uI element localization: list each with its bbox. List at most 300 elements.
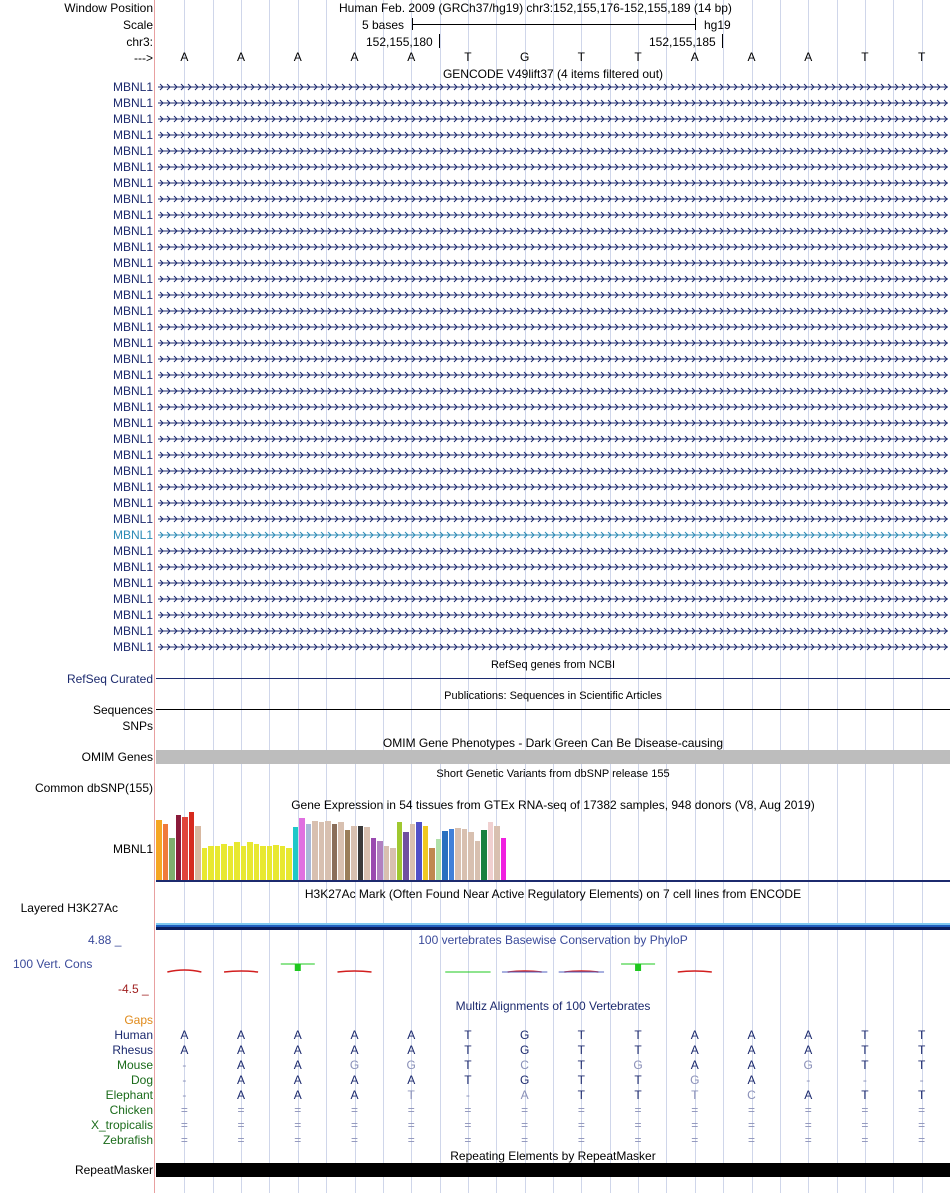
dbsnp-label[interactable]: Common dbSNP(155) (34, 781, 153, 795)
gencode-transcript[interactable] (158, 225, 948, 237)
gencode-transcript[interactable] (158, 401, 948, 413)
gtex-tissue-bar[interactable] (403, 832, 409, 880)
gtex-tissue-bar[interactable] (254, 844, 260, 880)
multiz-base: T (861, 1043, 869, 1057)
gencode-gene-label[interactable]: MBNL1 (112, 352, 153, 366)
gencode-gene-label[interactable]: MBNL1 (112, 128, 153, 142)
gtex-tissue-bar[interactable] (423, 826, 429, 880)
multiz-base: - (182, 1073, 187, 1087)
reference-base: T (917, 50, 926, 64)
gencode-transcript[interactable] (158, 641, 948, 653)
gencode-transcript[interactable] (158, 545, 948, 557)
multiz-base: A (690, 1028, 699, 1042)
gtex-tissue-bar[interactable] (182, 817, 188, 880)
gtex-bar-chart[interactable] (156, 810, 536, 880)
multiz-species-label[interactable]: Mouse (116, 1058, 153, 1072)
gtex-tissue-bar[interactable] (455, 828, 461, 880)
multiz-base: A (237, 1058, 246, 1072)
gencode-gene-label[interactable]: MBNL1 (112, 176, 153, 190)
multiz-base: - (862, 1073, 867, 1087)
gencode-gene-label[interactable]: MBNL1 (112, 416, 153, 430)
multiz-base: = (918, 1103, 926, 1117)
label-separator (154, 0, 155, 1193)
multiz-base: - (465, 1088, 470, 1102)
gencode-gene-label[interactable]: MBNL1 (112, 496, 153, 510)
multiz-base: = (350, 1118, 358, 1132)
repeatmasker-feature[interactable] (156, 1163, 950, 1177)
gencode-gene-label[interactable]: MBNL1 (112, 288, 153, 302)
coord-left: 152,155,180 (366, 35, 433, 49)
dbsnp-track-title[interactable]: Short Genetic Variants from dbSNP release 155 (436, 768, 670, 780)
gencode-gene-label[interactable]: MBNL1 (112, 112, 153, 126)
multiz-base: T (577, 1058, 586, 1072)
multiz-base: = (804, 1103, 812, 1117)
multiz-base: A (747, 1058, 756, 1072)
multiz-base: G (690, 1073, 700, 1087)
multiz-base: = (918, 1118, 926, 1132)
multiz-base: = (521, 1118, 529, 1132)
gencode-transcript[interactable] (158, 593, 948, 605)
reference-base: T (861, 50, 869, 64)
multiz-base: = (861, 1133, 869, 1147)
multiz-base: T (464, 1043, 472, 1057)
gtex-tissue-bar[interactable] (189, 812, 195, 880)
multiz-base: A (293, 1073, 302, 1087)
reference-base: T (577, 50, 586, 64)
gtex-tissue-bar[interactable] (163, 824, 169, 880)
gtex-tissue-bar[interactable] (286, 848, 292, 880)
reference-base: A (350, 50, 359, 64)
multiz-base: T (577, 1043, 586, 1057)
gencode-track-title[interactable]: GENCODE V49lift37 (4 items filtered out) (442, 67, 664, 81)
reference-base: A (293, 50, 302, 64)
gencode-transcript[interactable] (158, 529, 948, 541)
gtex-tissue-bar[interactable] (410, 824, 416, 880)
gtex-tissue-bar[interactable] (293, 827, 299, 880)
gencode-transcript[interactable] (158, 289, 948, 301)
gtex-tissue-bar[interactable] (377, 841, 383, 880)
gencode-gene-label[interactable]: MBNL1 (112, 96, 153, 110)
multiz-base: = (804, 1133, 812, 1147)
gencode-gene-label[interactable]: MBNL1 (112, 160, 153, 174)
multiz-base: A (293, 1088, 302, 1102)
gencode-gene-label[interactable]: MBNL1 (112, 320, 153, 334)
gencode-gene-label[interactable]: MBNL1 (112, 144, 153, 158)
gencode-gene-label[interactable]: MBNL1 (112, 224, 153, 238)
multiz-base: G (519, 1073, 530, 1087)
gencode-transcript[interactable] (158, 609, 948, 621)
multiz-base: G (519, 1028, 530, 1042)
gtex-track-title[interactable]: Gene Expression in 54 tissues from GTEx RNA-seq of 17382 samples, 948 donors (V8, Aug 2019) (291, 798, 815, 812)
gencode-gene-label[interactable]: MBNL1 (112, 640, 153, 654)
gencode-transcript[interactable] (158, 97, 948, 109)
multiz-base: = (407, 1133, 415, 1147)
multiz-base: = (861, 1103, 869, 1117)
multiz-base: - (182, 1088, 187, 1102)
gtex-tissue-bar[interactable] (176, 815, 182, 880)
gtex-tissue-bar[interactable] (215, 846, 221, 880)
multiz-base: = (464, 1103, 472, 1117)
multiz-species-label[interactable]: Chicken (109, 1103, 153, 1117)
gtex-tissue-bar[interactable] (468, 832, 474, 880)
gtex-tissue-bar[interactable] (228, 846, 234, 880)
reference-base: A (407, 50, 416, 64)
multiz-base: A (180, 1028, 189, 1042)
gencode-transcript[interactable] (158, 561, 948, 573)
multiz-base: A (237, 1028, 246, 1042)
reference-base: T (634, 50, 642, 64)
coord-left-tick (439, 34, 440, 48)
gtex-tissue-bar[interactable] (462, 829, 468, 880)
multiz-species-label[interactable]: Zebrafish (102, 1133, 153, 1147)
multiz-species-label[interactable]: Human (114, 1028, 153, 1042)
gencode-gene-label[interactable]: MBNL1 (112, 464, 153, 478)
gencode-transcript[interactable] (158, 129, 948, 141)
gencode-transcript[interactable] (158, 433, 948, 445)
multiz-base: - (182, 1058, 187, 1072)
multiz-base: T (634, 1088, 642, 1102)
multiz-base: T (634, 1028, 642, 1042)
multiz-base: T (917, 1058, 926, 1072)
multiz-base: A (804, 1028, 813, 1042)
gtex-tissue-bar[interactable] (169, 838, 175, 880)
multiz-base: T (464, 1073, 472, 1087)
gtex-tissue-bar[interactable] (195, 826, 201, 880)
multiz-base: T (634, 1073, 642, 1087)
gencode-gene-label[interactable]: MBNL1 (112, 448, 153, 462)
gtex-tissue-bar[interactable] (364, 827, 370, 880)
multiz-base: = (180, 1133, 188, 1147)
multiz-base: T (861, 1028, 869, 1042)
coord-right: 152,155,185 (649, 35, 716, 49)
gtex-tissue-bar[interactable] (351, 826, 357, 880)
gencode-gene-label[interactable]: MBNL1 (112, 528, 153, 542)
gencode-transcript[interactable] (158, 481, 948, 493)
multiz-base: G (803, 1058, 813, 1072)
gencode-transcript[interactable] (158, 625, 948, 637)
gtex-tissue-bar[interactable] (208, 846, 214, 880)
gencode-gene-label[interactable]: MBNL1 (112, 272, 153, 286)
repeatmasker-label[interactable]: RepeatMasker (74, 1163, 153, 1177)
multiz-base: T (407, 1088, 415, 1102)
gencode-gene-label[interactable]: MBNL1 (112, 384, 153, 398)
pubs-label-snps[interactable]: SNPs (122, 719, 153, 733)
multiz-base: A (407, 1043, 416, 1057)
multiz-base: A (293, 1028, 302, 1042)
gtex-tissue-bar[interactable] (397, 822, 403, 880)
multiz-base: G (349, 1058, 360, 1072)
repeatmasker-track-title[interactable]: Repeating Elements by RepeatMasker (450, 1149, 656, 1163)
gtex-tissue-bar[interactable] (156, 820, 162, 880)
gtex-tissue-bar[interactable] (332, 824, 338, 880)
multiz-base: = (634, 1133, 642, 1147)
gencode-gene-label[interactable]: MBNL1 (112, 480, 153, 494)
multiz-base: = (691, 1118, 699, 1132)
multiz-base: = (521, 1103, 529, 1117)
multiz-base: A (407, 1073, 416, 1087)
multiz-base: - (806, 1073, 811, 1087)
gtex-tissue-bar[interactable] (325, 821, 331, 880)
multiz-base: T (577, 1028, 586, 1042)
reference-base: T (464, 50, 472, 64)
gtex-baseline (156, 880, 950, 882)
gtex-tissue-bar[interactable] (267, 846, 273, 880)
gencode-transcript[interactable] (158, 145, 948, 157)
multiz-base: G (633, 1058, 643, 1072)
multiz-base: A (350, 1088, 359, 1102)
multiz-base: A (350, 1028, 359, 1042)
gencode-gene-label[interactable]: MBNL1 (112, 192, 153, 206)
omim-label[interactable]: OMIM Genes (81, 750, 153, 764)
gencode-transcript[interactable] (158, 513, 948, 525)
h3k27ac-signal[interactable] (156, 923, 950, 930)
refseq-track-title[interactable]: RefSeq genes from NCBI (490, 659, 616, 671)
phylop-value-mark (167, 970, 201, 972)
pubs-label-sequences[interactable]: Sequences (92, 703, 153, 717)
multiz-base: T (861, 1088, 869, 1102)
gencode-transcript[interactable] (158, 113, 948, 125)
multiz-base: = (691, 1133, 699, 1147)
gencode-transcript[interactable] (158, 193, 948, 205)
phylop-value-mark (295, 964, 301, 971)
gencode-transcript[interactable] (158, 161, 948, 173)
phylop-value-mark (224, 971, 258, 972)
window-position-label: Window Position (64, 1, 153, 15)
gencode-gene-label[interactable]: MBNL1 (112, 256, 153, 270)
reference-base: A (180, 50, 189, 64)
gencode-gene-label[interactable]: MBNL1 (112, 624, 153, 638)
phylop-value-mark (635, 964, 641, 971)
assembly-position-text: Human Feb. 2009 (GRCh37/hg19) chr3:152,155,176-152,155,189 (14 bp) (339, 1, 732, 15)
gencode-transcript[interactable] (158, 497, 948, 509)
gencode-transcript[interactable] (158, 417, 948, 429)
gtex-tissue-bar[interactable] (442, 831, 448, 880)
h3k27ac-track-title[interactable]: H3K27Ac Mark (Often Found Near Active Regulatory Elements) on 7 cell lines from ENCODE (304, 887, 802, 901)
gtex-tissue-bar[interactable] (319, 822, 325, 880)
strand-label: ---> (134, 51, 153, 65)
gencode-transcript[interactable] (158, 273, 948, 285)
db-text: hg19 (704, 18, 731, 32)
multiz-species-label[interactable]: Elephant (105, 1088, 153, 1102)
multiz-base: G (406, 1058, 416, 1072)
pubs-line[interactable] (156, 709, 950, 710)
gtex-tissue-bar[interactable] (501, 838, 507, 880)
multiz-base: = (691, 1103, 699, 1117)
gencode-transcript[interactable] (158, 353, 948, 365)
multiz-base: = (294, 1118, 302, 1132)
multiz-base: A (747, 1028, 756, 1042)
multiz-base: T (917, 1043, 926, 1057)
phylop-plot[interactable] (156, 944, 950, 990)
reference-base: A (747, 50, 756, 64)
reference-base: A (690, 50, 699, 64)
gencode-transcript[interactable] (158, 337, 948, 349)
gtex-tissue-bar[interactable] (371, 838, 377, 880)
multiz-base: T (577, 1073, 586, 1087)
gencode-transcript[interactable] (158, 577, 948, 589)
multiz-base: = (918, 1133, 926, 1147)
multiz-base: = (464, 1118, 472, 1132)
gencode-transcript[interactable] (158, 449, 948, 461)
pubs-track-title[interactable]: Publications: Sequences in Scientific Articles (444, 690, 662, 702)
multiz-base: T (464, 1058, 472, 1072)
multiz-base: A (350, 1043, 359, 1057)
gtex-tissue-bar[interactable] (202, 848, 208, 880)
multiz-base: T (634, 1043, 642, 1057)
refseq-label[interactable]: RefSeq Curated (66, 672, 153, 686)
gencode-gene-label[interactable]: MBNL1 (112, 208, 153, 222)
gtex-tissue-bar[interactable] (241, 846, 247, 880)
multiz-base: = (577, 1133, 585, 1147)
phylop-track-title[interactable]: 100 vertebrates Basewise Conservation by PhyloP (418, 933, 688, 947)
gencode-transcript[interactable] (158, 81, 948, 93)
multiz-base: A (520, 1088, 529, 1102)
multiz-species-label[interactable]: Rhesus (112, 1043, 153, 1057)
gtex-tissue-bar[interactable] (384, 846, 390, 880)
multiz-base: = (521, 1133, 529, 1147)
multiz-base: = (747, 1118, 755, 1132)
multiz-base: = (237, 1118, 245, 1132)
multiz-base: - (919, 1073, 924, 1087)
multiz-base: C (747, 1088, 756, 1102)
gtex-tissue-bar[interactable] (449, 829, 455, 880)
multiz-base: A (237, 1088, 246, 1102)
gtex-tissue-bar[interactable] (299, 818, 305, 880)
scale-text: 5 bases (362, 18, 405, 32)
multiz-base: = (634, 1118, 642, 1132)
gencode-transcript[interactable] (158, 369, 948, 381)
multiz-base: T (464, 1028, 472, 1042)
gtex-tissue-bar[interactable] (390, 848, 396, 880)
multiz-base: A (350, 1073, 359, 1087)
multiz-base: A (690, 1043, 699, 1057)
gtex-tissue-bar[interactable] (345, 830, 351, 880)
chrom-label: chr3: (126, 35, 153, 49)
multiz-base: A (804, 1043, 813, 1057)
refseq-line[interactable] (156, 678, 950, 679)
gencode-gene-label[interactable]: MBNL1 (112, 592, 153, 606)
reference-base: G (519, 50, 530, 64)
multiz-base: A (293, 1043, 302, 1057)
gencode-gene-label[interactable]: MBNL1 (112, 432, 153, 446)
multiz-base: = (861, 1118, 869, 1132)
phylop-max-label: 4.88 _ (88, 933, 122, 947)
gencode-gene-label[interactable]: MBNL1 (112, 368, 153, 382)
multiz-base: T (861, 1058, 869, 1072)
reference-base: A (804, 50, 813, 64)
multiz-base: T (577, 1088, 586, 1102)
multiz-base: G (519, 1043, 530, 1057)
multiz-species-label[interactable]: Dog (130, 1073, 153, 1087)
multiz-base: = (350, 1103, 358, 1117)
gencode-gene-label[interactable]: MBNL1 (112, 512, 153, 526)
multiz-base: = (577, 1118, 585, 1132)
gtex-tissue-bar[interactable] (416, 822, 422, 880)
coord-right-tick (722, 34, 723, 48)
gtex-tissue-bar[interactable] (494, 826, 500, 880)
gtex-tissue-bar[interactable] (260, 846, 266, 880)
h3k27ac-label[interactable]: Layered H3K27Ac (20, 901, 118, 915)
multiz-gaps-label: Gaps (124, 1013, 153, 1027)
multiz-base: A (237, 1043, 246, 1057)
multiz-base: = (180, 1118, 188, 1132)
gencode-transcript[interactable] (158, 257, 948, 269)
gencode-transcript[interactable] (158, 465, 948, 477)
gtex-tissue-bar[interactable] (436, 839, 442, 880)
multiz-base: A (804, 1088, 813, 1102)
multiz-base: = (294, 1133, 302, 1147)
gtex-tissue-bar[interactable] (306, 824, 312, 880)
gencode-gene-label[interactable]: MBNL1 (112, 80, 153, 94)
multiz-base: = (407, 1103, 415, 1117)
gencode-gene-label[interactable]: MBNL1 (112, 576, 153, 590)
scale-bar (412, 18, 696, 30)
gencode-gene-label[interactable]: MBNL1 (112, 608, 153, 622)
gtex-tissue-bar[interactable] (280, 846, 286, 880)
multiz-base: = (747, 1103, 755, 1117)
phylop-label[interactable]: 100 Vert. Cons (13, 957, 93, 971)
gtex-tissue-bar[interactable] (234, 842, 240, 880)
gtex-tissue-bar[interactable] (475, 841, 481, 880)
reference-base: A (237, 50, 246, 64)
gencode-transcript[interactable] (158, 321, 948, 333)
gtex-tissue-bar[interactable] (221, 844, 227, 880)
gencode-transcript[interactable] (158, 385, 948, 397)
multiz-base: A (407, 1028, 416, 1042)
multiz-base: C (520, 1058, 529, 1072)
gtex-tissue-bar[interactable] (273, 845, 279, 880)
multiz-base: A (747, 1043, 756, 1057)
multiz-base: T (917, 1088, 926, 1102)
multiz-base: A (293, 1058, 302, 1072)
multiz-base: = (747, 1133, 755, 1147)
multiz-base: = (237, 1133, 245, 1147)
scale-label: Scale (122, 18, 153, 32)
gencode-gene-label[interactable]: MBNL1 (112, 304, 153, 318)
gencode-gene-label[interactable]: MBNL1 (112, 240, 153, 254)
gtex-tissue-bar[interactable] (247, 842, 253, 880)
multiz-base: = (237, 1103, 245, 1117)
multiz-species-label[interactable]: X_tropicalis (90, 1118, 153, 1132)
multiz-track-title[interactable]: Multiz Alignments of 100 Vertebrates (455, 999, 651, 1013)
multiz-base: T (917, 1028, 926, 1042)
gencode-transcript[interactable] (158, 305, 948, 317)
gencode-gene-label[interactable]: MBNL1 (112, 544, 153, 558)
gencode-gene-label[interactable]: MBNL1 (112, 336, 153, 350)
multiz-base: = (294, 1103, 302, 1117)
gencode-transcript[interactable] (158, 209, 948, 221)
gtex-label[interactable]: MBNL1 (112, 842, 153, 856)
multiz-base: T (691, 1088, 699, 1102)
gtex-tissue-bar[interactable] (429, 848, 435, 880)
phylop-value-mark (337, 971, 371, 972)
gencode-transcript[interactable] (158, 177, 948, 189)
gencode-gene-label[interactable]: MBNL1 (112, 560, 153, 574)
multiz-base: = (407, 1118, 415, 1132)
multiz-base: = (634, 1103, 642, 1117)
gtex-tissue-bar[interactable] (312, 821, 318, 880)
gencode-gene-label[interactable]: MBNL1 (112, 400, 153, 414)
omim-track-title[interactable]: OMIM Gene Phenotypes - Dark Green Can Be Disease-causing (382, 736, 724, 750)
gtex-tissue-bar[interactable] (338, 822, 344, 880)
gtex-tissue-bar[interactable] (488, 822, 494, 880)
gencode-transcript[interactable] (158, 241, 948, 253)
gtex-tissue-bar[interactable] (358, 826, 364, 880)
multiz-base: A (237, 1073, 246, 1087)
omim-feature[interactable] (156, 750, 950, 764)
gtex-tissue-bar[interactable] (481, 830, 487, 880)
multiz-base: A (180, 1043, 189, 1057)
